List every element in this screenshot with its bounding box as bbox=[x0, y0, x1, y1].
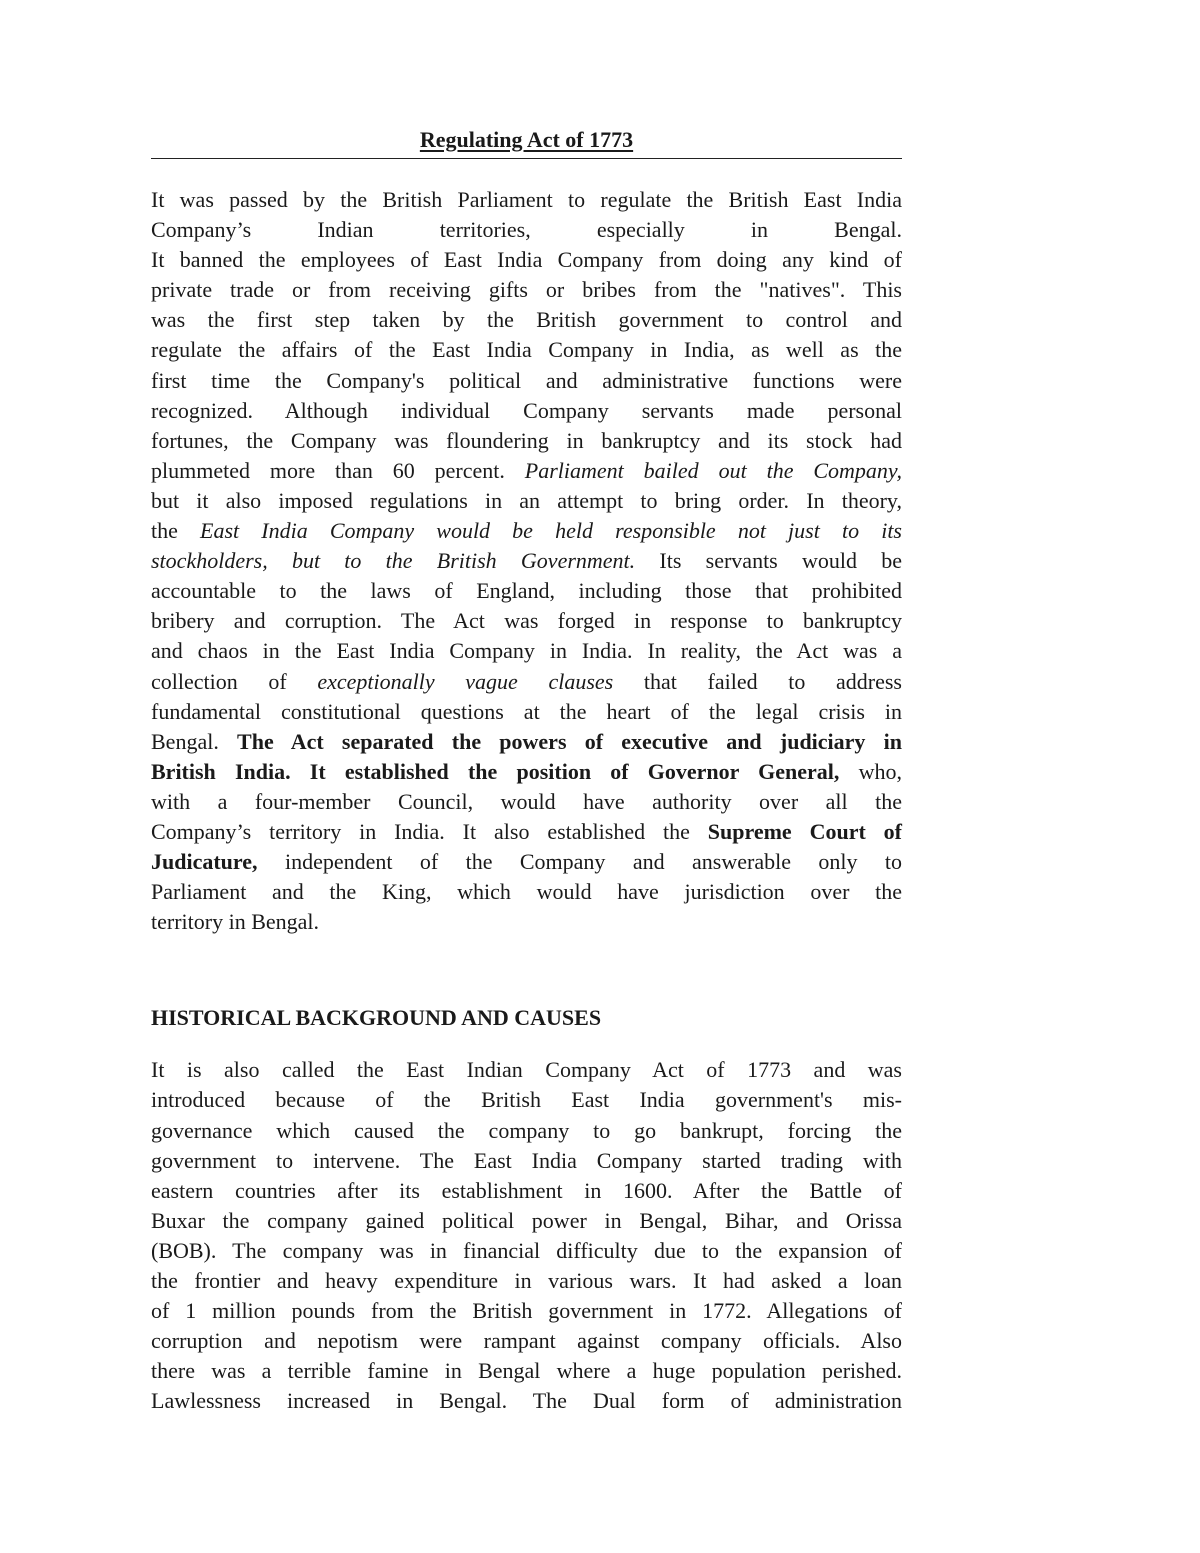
text-line: introduced because of the British East India government's mis- bbox=[151, 1087, 902, 1113]
bold-text: British India. It established the position of Governor General, bbox=[151, 758, 840, 784]
bold-text: The Act separated the powers of executive and judiciary in bbox=[237, 728, 902, 754]
text-line: recognized. Although individual Company servants made personal bbox=[151, 397, 902, 423]
italic-text: stockholders, but to the British Government. bbox=[151, 548, 636, 574]
text-line: Buxar the company gained political power in Bengal, Bihar, and Orissa bbox=[151, 1207, 902, 1233]
text-line: first time the Company's political and administrative functions were bbox=[151, 367, 902, 393]
text-run: Bengal. bbox=[151, 728, 238, 754]
text-run: who, bbox=[839, 758, 902, 784]
text-line: was the first step taken by the British government to control and bbox=[151, 307, 902, 333]
text-run: Its servants would be bbox=[635, 548, 902, 574]
bold-text: Supreme Court of bbox=[707, 818, 902, 844]
text-line: It was passed by the British Parliament to regulate the British East India bbox=[151, 187, 902, 212]
text-line: Company’s Indian territories, especially in Bengal. bbox=[151, 217, 902, 243]
page-title: Regulating Act of 1773 bbox=[419, 127, 634, 152]
text-line bbox=[151, 546, 902, 576]
text-line: It banned the employees of East India Company from doing any kind of bbox=[151, 247, 902, 273]
text-line: eastern countries after its establishment in 1600. After the Battle of bbox=[151, 1177, 902, 1203]
paragraph-overview bbox=[151, 185, 902, 937]
text-line bbox=[151, 667, 902, 697]
text-line bbox=[151, 516, 902, 546]
text-line: the frontier and heavy expenditure in various wars. It had asked a loan bbox=[151, 1268, 902, 1293]
text-line: fortunes, the Company was floundering in bankruptcy and its stock had bbox=[151, 427, 902, 453]
title-block bbox=[151, 124, 902, 159]
italic-text: Parliament bailed out the Company, bbox=[524, 457, 902, 483]
text-line: corruption and nepotism were rampant against company officials. Also bbox=[151, 1328, 902, 1354]
text-line bbox=[151, 817, 902, 847]
text-line: (BOB). The company was in financial difficulty due to the expansion of bbox=[151, 1237, 902, 1263]
text-line: accountable to the laws of England, including those that prohibited bbox=[151, 578, 902, 604]
text-line: and chaos in the East India Company in India. In reality, the Act was a bbox=[151, 638, 902, 664]
text-line: of 1 million pounds from the British government in 1772. Allegations of bbox=[151, 1298, 902, 1324]
section-heading: HISTORICAL BACKGROUND AND CAUSES bbox=[151, 1005, 602, 1031]
text-run: the bbox=[151, 518, 201, 544]
text-line: private trade or from receiving gifts or bribes from the "natives". This bbox=[151, 277, 902, 303]
text-line: Parliament and the King, which would have jurisdiction over the bbox=[151, 879, 902, 905]
text-run: that failed to address bbox=[613, 668, 902, 694]
document-page bbox=[151, 124, 902, 1416]
text-line: Lawlessness increased in Bengal. The Dual form of administration bbox=[151, 1388, 902, 1414]
italic-text: exceptionally vague clauses bbox=[317, 668, 614, 694]
text-line: governance which caused the company to go bankrupt, forcing the bbox=[151, 1117, 902, 1143]
text-line bbox=[151, 727, 902, 757]
text-line: there was a terrible famine in Bengal where a huge population perished. bbox=[151, 1358, 902, 1384]
italic-text: East India Company would be held responsible not just to its bbox=[200, 518, 902, 544]
paragraph-background bbox=[151, 1055, 902, 1416]
text-run: independent of the Company and answerable only to bbox=[257, 849, 902, 875]
text-line: bribery and corruption. The Act was forged in response to bankruptcy bbox=[151, 608, 902, 634]
text-run: Company’s territory in India. It also established the bbox=[151, 818, 708, 844]
bold-text: Judicature, bbox=[151, 849, 258, 875]
text-line: territory in Bengal. bbox=[151, 909, 320, 935]
text-line: regulate the affairs of the East India Company in India, as well as the bbox=[151, 337, 902, 363]
text-line bbox=[151, 847, 902, 877]
text-line: It is also called the East Indian Company Act of 1773 and was bbox=[151, 1057, 902, 1083]
text-line: government to intervene. The East India Company started trading with bbox=[151, 1147, 902, 1173]
text-line: fundamental constitutional questions at the heart of the legal crisis in bbox=[151, 698, 902, 724]
text-line: with a four-member Council, would have authority over all the bbox=[151, 788, 902, 814]
text-line bbox=[151, 456, 902, 486]
text-run: collection of bbox=[151, 668, 318, 694]
text-line bbox=[151, 757, 902, 787]
text-line: but it also imposed regulations in an attempt to bring order. In theory, bbox=[151, 487, 902, 513]
text-run: plummeted more than 60 percent. bbox=[151, 457, 525, 483]
